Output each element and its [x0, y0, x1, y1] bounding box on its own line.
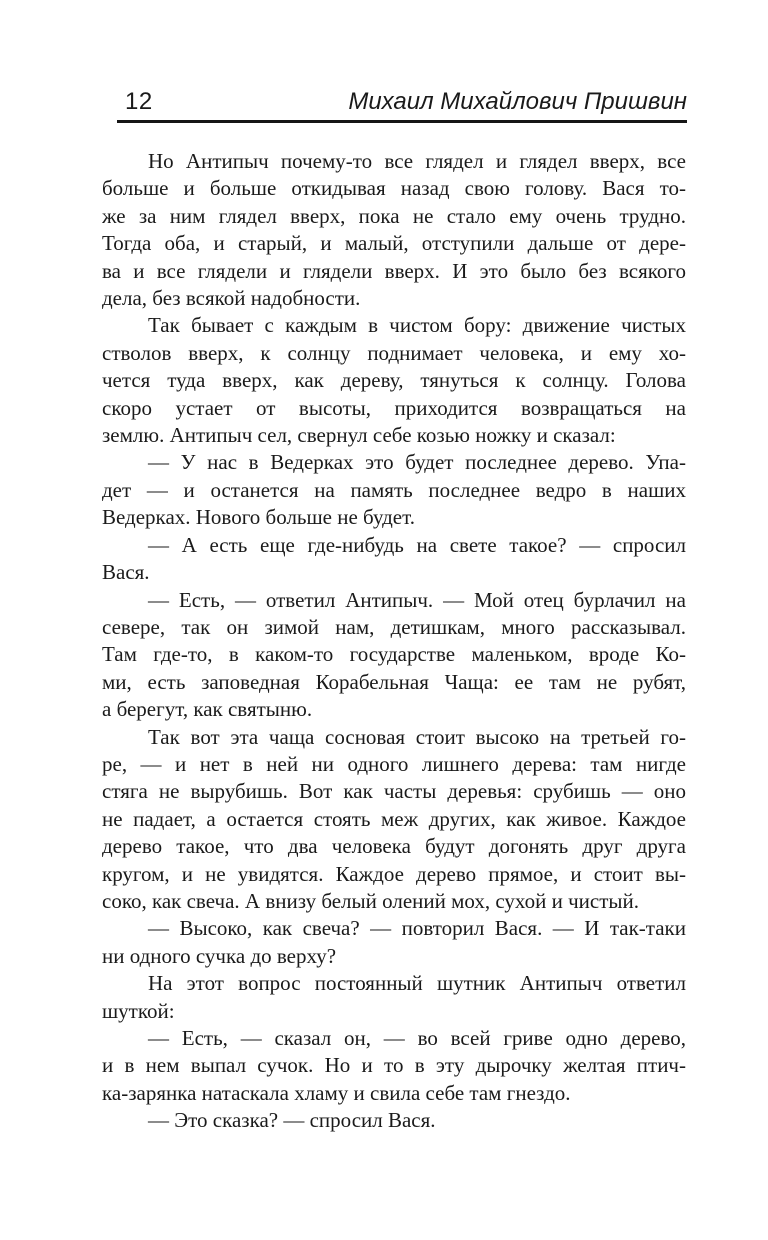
text-line: — Это сказка? — спросил Вася. [148, 1108, 436, 1133]
text-line: стволов вверх, к солнцу поднимает человека, и ему хо- [102, 340, 686, 365]
paragraph [102, 312, 686, 449]
text-line: — Есть, — сказал он, — во всей гриве одно дерево, [148, 1026, 686, 1050]
text-line: соко, как свеча. А внизу белый олений мох, сухой и чистый. [102, 888, 639, 913]
text-line: — У нас в Ведерках это будет последнее дерево. Упа- [148, 450, 686, 475]
text-line: ре, — и нет в ней ни одного лишнего дерева: там нигде [102, 751, 686, 776]
text-line: Тогда оба, и старый, и малый, отступили дальше от дере- [102, 231, 686, 256]
text-line: Вася. [102, 560, 150, 585]
text-line: — А есть еще где-нибудь на свете такое? — спросил [148, 532, 686, 557]
text-line: чется туда вверх, как дереву, тянуться к солнцу. Голова [102, 368, 686, 393]
running-title: Михаил Михайлович Пришвин [348, 88, 687, 115]
running-head [117, 89, 687, 123]
text-line: дерево такое, что два человека будут догонять друг друга [102, 834, 686, 859]
text-line: Но Антипыч почему-то все глядел и глядел вверх, все [148, 149, 686, 173]
text-line: а берегут, как святыню. [102, 697, 313, 722]
paragraph [102, 1025, 686, 1107]
text-line: Там где-то, в каком-то государстве маленьком, вроде Ко- [102, 642, 686, 667]
text-line: Так вот эта чаща сосновая стоит высоко на третьей го- [148, 724, 686, 749]
text-line: Ведерках. Нового больше не будет. [102, 505, 415, 530]
text-line: кругом, и не увидятся. Каждое дерево прямое, и стоит вы- [102, 861, 686, 886]
paragraph [102, 970, 686, 1025]
text-line: севере, так он зимой нам, детишкам, много рассказывал. [102, 614, 686, 639]
page-number: 12 [125, 88, 153, 115]
text-line: На этот вопрос постоянный шутник Антипыч ответил [148, 971, 686, 996]
paragraph [102, 449, 686, 531]
page-text [102, 148, 686, 1135]
text-line: — Есть, — ответил Антипыч. — Мой отец бурлачил на [148, 587, 686, 612]
paragraph [102, 148, 686, 312]
text-line: — Высоко, как свеча? — повторил Вася. — И так-таки [148, 916, 686, 941]
paragraph [102, 532, 686, 587]
text-line: шуткой: [102, 998, 175, 1023]
text-line: скоро устает от высоты, приходится возвращаться на [102, 395, 686, 420]
text-line: землю. Антипыч сел, свернул себе козью ножку и сказал: [102, 423, 616, 448]
text-line: дела, без всякой надобности. [102, 286, 361, 311]
text-line: не падает, а остается стоять меж других, как живое. Каждое [102, 806, 686, 831]
text-line: стяга не вырубишь. Вот как часты деревья: срубишь — оно [102, 779, 686, 804]
text-line: Так бывает с каждым в чистом бору: движение чистых [148, 313, 686, 338]
text-line: ка-зарянка натаскала хламу и свила себе там гнездо. [102, 1080, 571, 1105]
text-line: ни одного сучка до верху? [102, 943, 337, 968]
text-line: больше и больше откидывая назад свою голову. Вася то- [102, 176, 686, 201]
text-line: ва и все глядели и глядели вверх. И это было без всякого [102, 258, 686, 283]
text-line: и в нем выпал сучок. Но и то в эту дырочку желтая птич- [102, 1053, 686, 1078]
paragraph [102, 587, 686, 724]
paragraph [102, 1107, 686, 1134]
paragraph [102, 915, 686, 970]
text-line: ми, есть заповедная Корабельная Чаща: ее там не рубят, [102, 669, 686, 694]
text-line: же за ним глядел вверх, пока не стало ему очень трудно. [102, 203, 686, 228]
paragraph [102, 724, 686, 916]
text-line: дет — и останется на память последнее ведро в наших [102, 477, 686, 502]
